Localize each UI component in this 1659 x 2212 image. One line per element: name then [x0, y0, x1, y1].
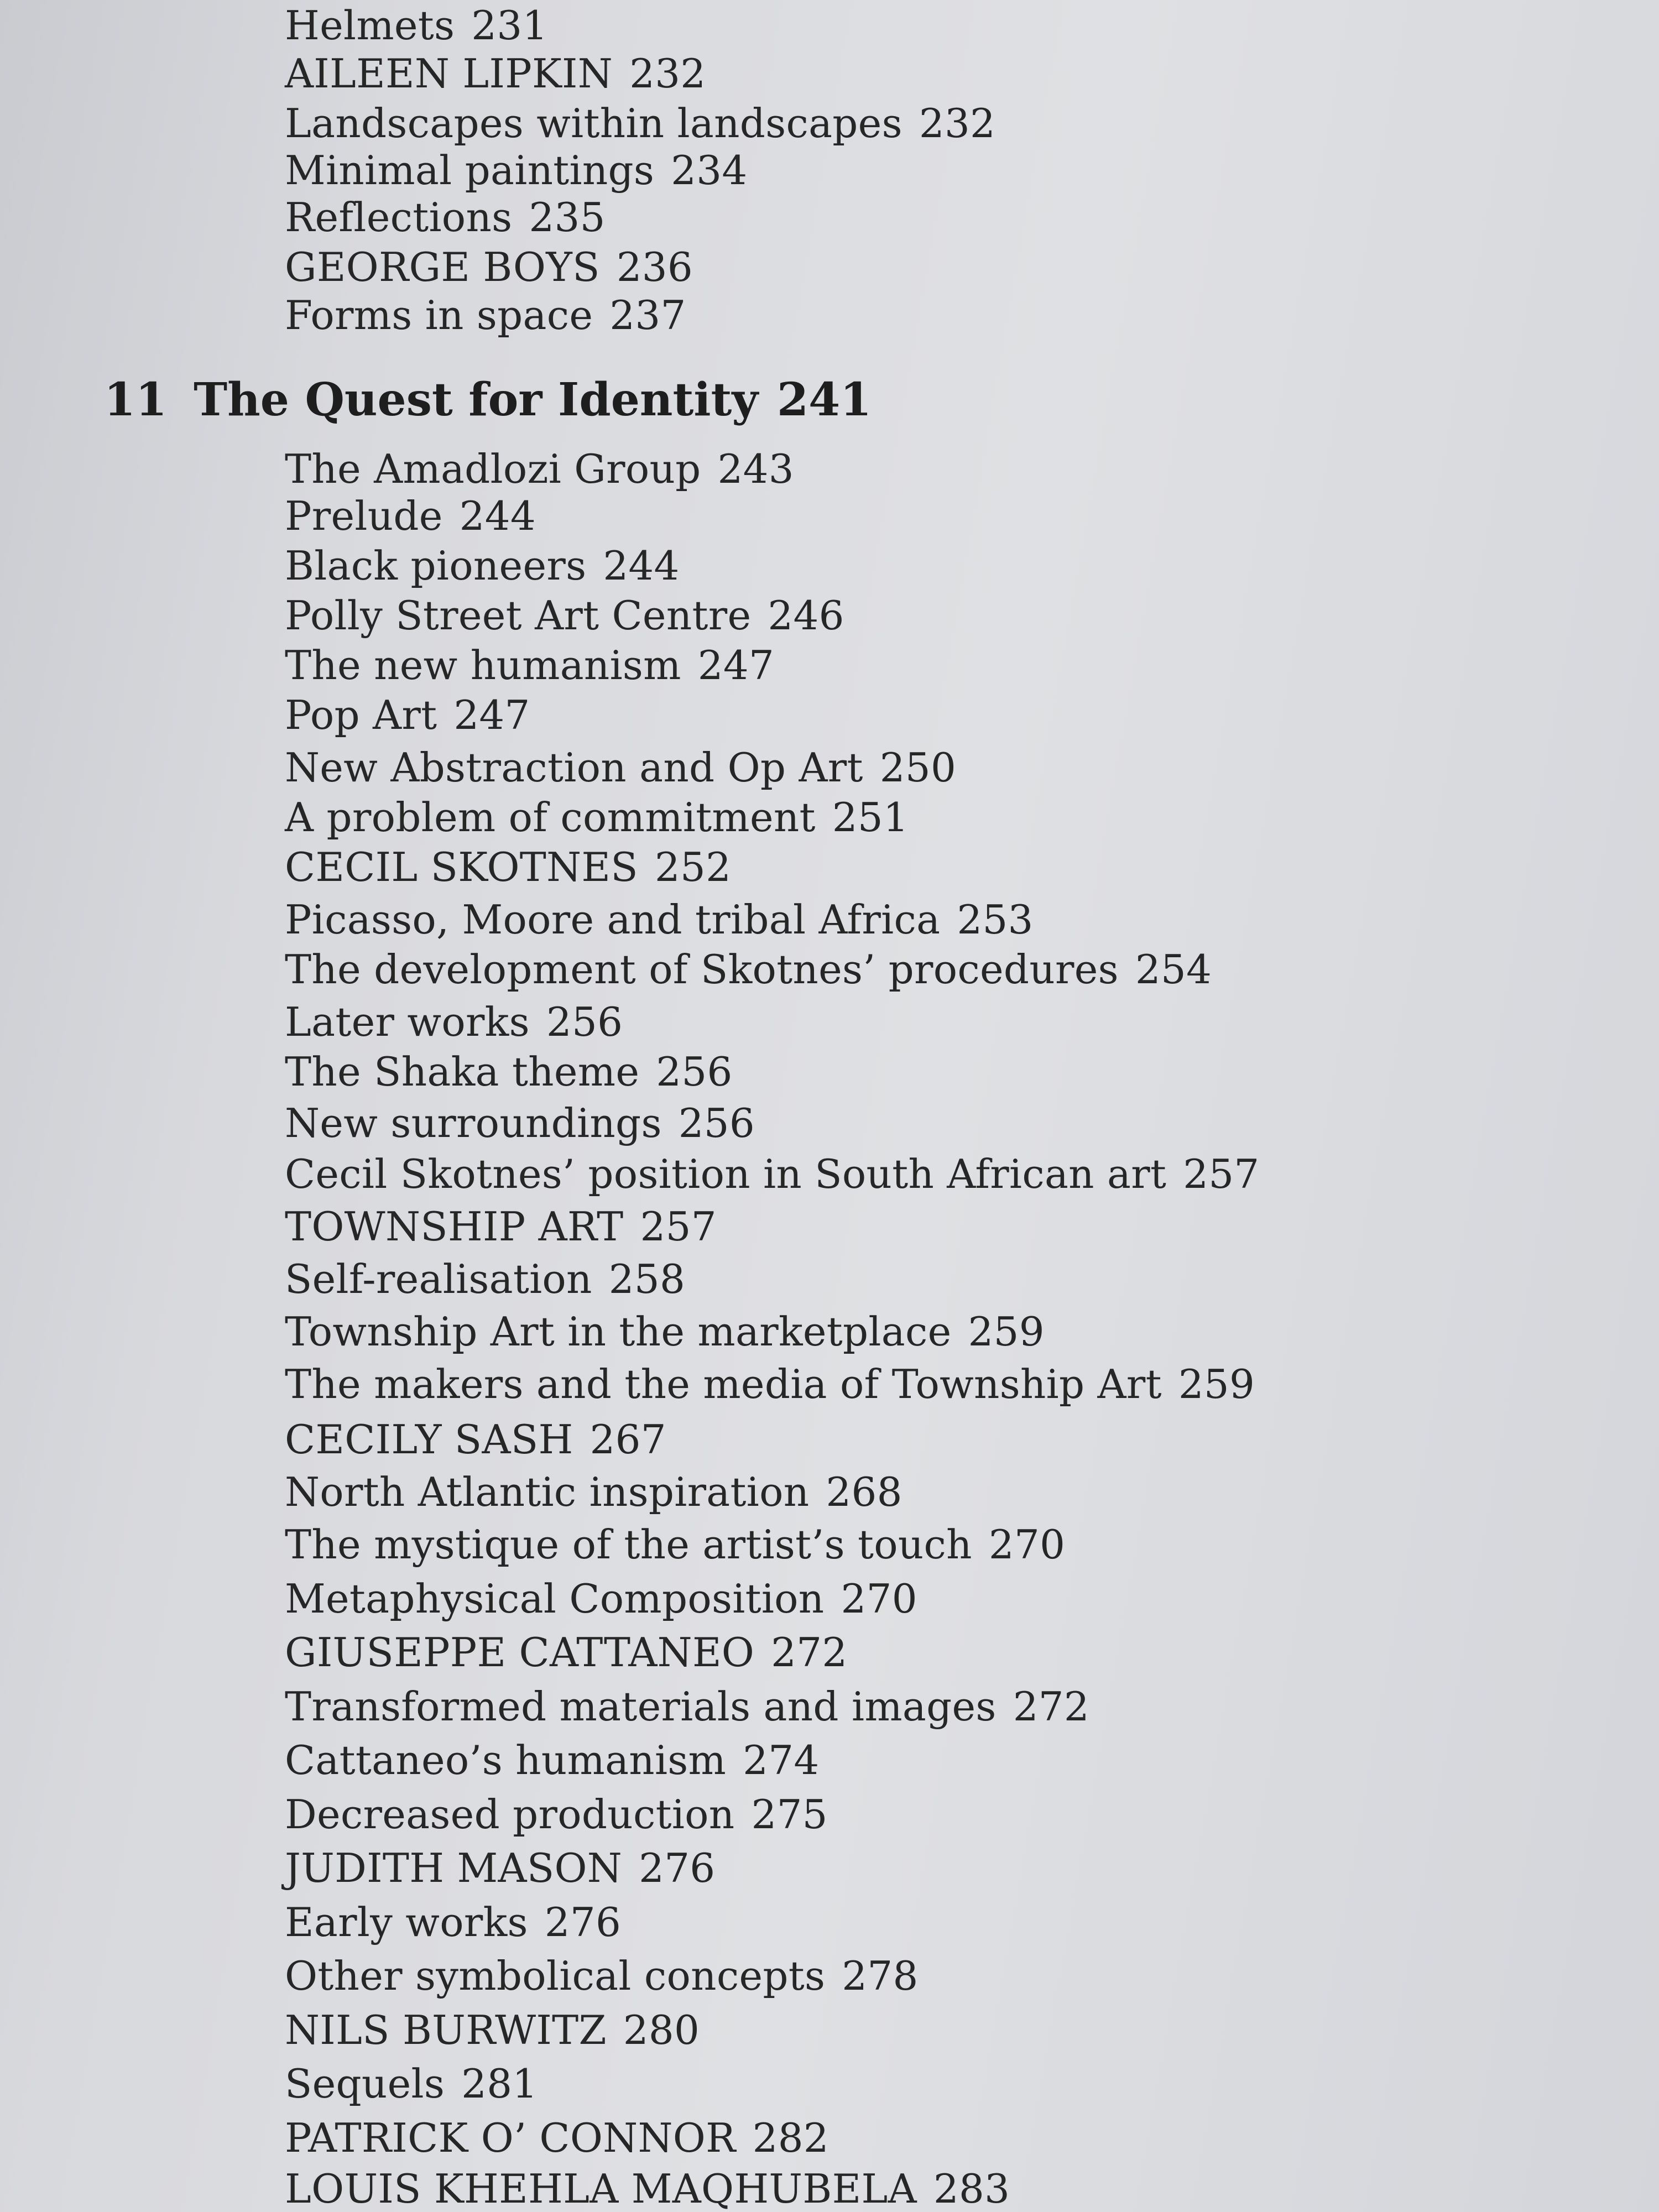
toc-entry	[285, 2115, 829, 2161]
toc-entry-title: Later works	[285, 999, 530, 1045]
toc-entry-page: 272	[1013, 1683, 1090, 1730]
toc-entry	[285, 1737, 820, 1783]
toc-entry-page: 234	[671, 147, 748, 194]
toc-entry-page: 254	[1135, 946, 1212, 993]
toc-entry-title: The development of Skotnes’ procedures	[285, 946, 1119, 993]
toc-entry-title: Picasso, Moore and tribal Africa	[285, 896, 941, 943]
toc-entry-page: 283	[933, 2166, 1010, 2212]
toc-entry-page: 274	[743, 1737, 820, 1783]
toc-entry-title: Metaphysical Composition	[285, 1575, 825, 1622]
toc-entry-page: 270	[841, 1575, 917, 1622]
toc-entry-title: GIUSEPPE CATTANEO	[285, 1629, 755, 1676]
toc-entry-title: LOUIS KHEHLA MAQHUBELA	[285, 2166, 917, 2212]
toc-entry-title: The Amadlozi Group	[285, 446, 701, 492]
toc-entry	[285, 244, 693, 290]
toc-entry-page: 272	[771, 1629, 848, 1676]
toc-entry-page: 243	[717, 446, 794, 492]
toc-entry-title: Minimal paintings	[285, 147, 655, 194]
toc-entry-title: Forms in space	[285, 292, 593, 338]
toc-entry-page: 280	[623, 2007, 700, 2053]
toc-entry-title: The Shaka theme	[285, 1048, 640, 1095]
toc-entry-title: Cecil Skotnes’ position in South African art	[285, 1151, 1167, 1197]
toc-entry-title: Black pioneers	[285, 542, 587, 589]
toc-entry-page: 267	[589, 1416, 666, 1463]
toc-entry	[285, 2060, 538, 2107]
toc-entry	[285, 194, 606, 241]
toc-entry-title: CECIL SKOTNES	[285, 844, 638, 890]
toc-entry-page: 257	[1183, 1151, 1260, 1197]
toc-entry-page: 237	[609, 292, 686, 338]
toc-entry-page: 256	[656, 1048, 733, 1095]
toc-entry-page: 256	[678, 1100, 755, 1146]
toc-entry-page: 244	[459, 493, 536, 539]
toc-entry	[285, 999, 623, 1045]
toc-entry	[285, 2166, 1010, 2212]
toc-entry-title: NILS BURWITZ	[285, 2007, 607, 2053]
toc-entry	[285, 2007, 700, 2053]
toc-entry-title: Decreased production	[285, 1791, 735, 1838]
chapter-heading	[104, 373, 872, 426]
toc-entry	[285, 642, 775, 688]
toc-entry	[285, 1953, 919, 1999]
chapter-page: 241	[777, 373, 872, 426]
toc-entry-title: The mystique of the artist’s touch	[285, 1521, 972, 1568]
toc-entry-page: 281	[461, 2060, 538, 2107]
toc-entry	[285, 147, 748, 194]
toc-entry-title: The makers and the media of Township Art	[285, 1361, 1162, 1407]
toc-entry-page: 278	[842, 1953, 919, 1999]
toc-entry	[285, 1791, 828, 1838]
chapter-title: The Quest for Identity	[194, 373, 759, 426]
toc-entry-title: Cattaneo’s humanism	[285, 1737, 727, 1783]
toc-entry-page: 232	[629, 50, 706, 97]
toc-entry	[285, 946, 1212, 993]
toc-entry-page: 244	[603, 542, 680, 589]
toc-entry	[285, 1469, 902, 1515]
toc-entry-title: Helmets	[285, 2, 455, 49]
toc-entry-title: Early works	[285, 1899, 528, 1945]
toc-entry	[285, 1100, 755, 1146]
toc-entry	[285, 542, 680, 589]
toc-entry-title: New Abstraction and Op Art	[285, 744, 863, 791]
toc-entry-title: Polly Street Art Centre	[285, 592, 752, 639]
toc-entry-page: 268	[826, 1469, 902, 1515]
toc-entry-title: Sequels	[285, 2060, 445, 2107]
toc-entry	[285, 100, 996, 147]
toc-entry	[285, 446, 794, 492]
toc-entry	[285, 1048, 733, 1095]
toc-entry-page: 247	[453, 692, 530, 738]
toc-entry-title: Landscapes within landscapes	[285, 100, 902, 147]
toc-entry-page: 276	[544, 1899, 622, 1945]
toc-entry	[285, 1845, 716, 1891]
toc-entry	[285, 1203, 717, 1250]
toc-entry	[285, 794, 909, 841]
toc-entry-page: 282	[752, 2115, 829, 2161]
toc-entry	[285, 1899, 622, 1945]
toc-entry	[285, 2, 548, 49]
toc-entry	[285, 292, 686, 338]
chapter-number: 11	[104, 373, 168, 426]
toc-entry-title: Reflections	[285, 194, 513, 241]
toc-entry-page: 256	[546, 999, 623, 1045]
toc-entry	[285, 692, 530, 738]
toc-entry	[285, 1416, 666, 1463]
toc-entry	[285, 1575, 917, 1622]
toc-entry-title: Self-realisation	[285, 1256, 592, 1302]
toc-entry	[285, 1683, 1090, 1730]
toc-entry	[285, 592, 844, 639]
toc-entry-title: Township Art in the marketplace	[285, 1308, 952, 1355]
toc-entry	[285, 1521, 1066, 1568]
toc-entry-page: 251	[832, 794, 909, 841]
toc-entry	[285, 493, 536, 539]
toc-entry	[285, 1629, 848, 1676]
toc-entry	[285, 1361, 1255, 1407]
toc-entry-page: 250	[879, 744, 957, 791]
toc-entry-title: CECILY SASH	[285, 1416, 573, 1463]
toc-entry-page: 232	[919, 100, 996, 147]
toc-entry	[285, 1256, 686, 1302]
toc-entry-title: Pop Art	[285, 692, 437, 738]
toc-entry	[285, 50, 706, 97]
toc-entry-page: 253	[957, 896, 1034, 943]
toc-entry-page: 252	[654, 844, 732, 890]
toc-entry-page: 236	[616, 244, 693, 290]
toc-entry-page: 246	[768, 592, 844, 639]
toc-entry-title: The new humanism	[285, 642, 681, 688]
toc-entry-page: 247	[697, 642, 775, 688]
toc-entry-title: GEORGE BOYS	[285, 244, 600, 290]
toc-entry-page: 259	[1178, 1361, 1255, 1407]
toc-entry	[285, 896, 1034, 943]
toc-entry	[285, 744, 957, 791]
toc-entry	[285, 1308, 1045, 1355]
toc-entry-title: Other symbolical concepts	[285, 1953, 826, 1999]
toc-entry-page: 259	[968, 1308, 1045, 1355]
toc-entry-page: 270	[988, 1521, 1066, 1568]
toc-entry-title: AILEEN LIPKIN	[285, 50, 613, 97]
toc-entry	[285, 1151, 1260, 1197]
toc-entry-page: 276	[639, 1845, 716, 1891]
toc-entry-page: 235	[529, 194, 606, 241]
toc-entry-title: TOWNSHIP ART	[285, 1203, 624, 1250]
toc-entry-title: A problem of commitment	[285, 794, 816, 841]
toc-entry-title: PATRICK O’ CONNOR	[285, 2115, 736, 2161]
toc-entry-page: 257	[640, 1203, 717, 1250]
toc-entry-page: 258	[608, 1256, 686, 1302]
toc-entry	[285, 844, 732, 890]
toc-entry-title: Transformed materials and images	[285, 1683, 997, 1730]
toc-entry-title: JUDITH MASON	[285, 1845, 623, 1891]
toc-entry-title: New surroundings	[285, 1100, 662, 1146]
toc-entry-page: 231	[471, 2, 548, 49]
toc-entry-title: Prelude	[285, 493, 443, 539]
toc-entry-title: North Atlantic inspiration	[285, 1469, 810, 1515]
toc-entry-page: 275	[751, 1791, 828, 1838]
